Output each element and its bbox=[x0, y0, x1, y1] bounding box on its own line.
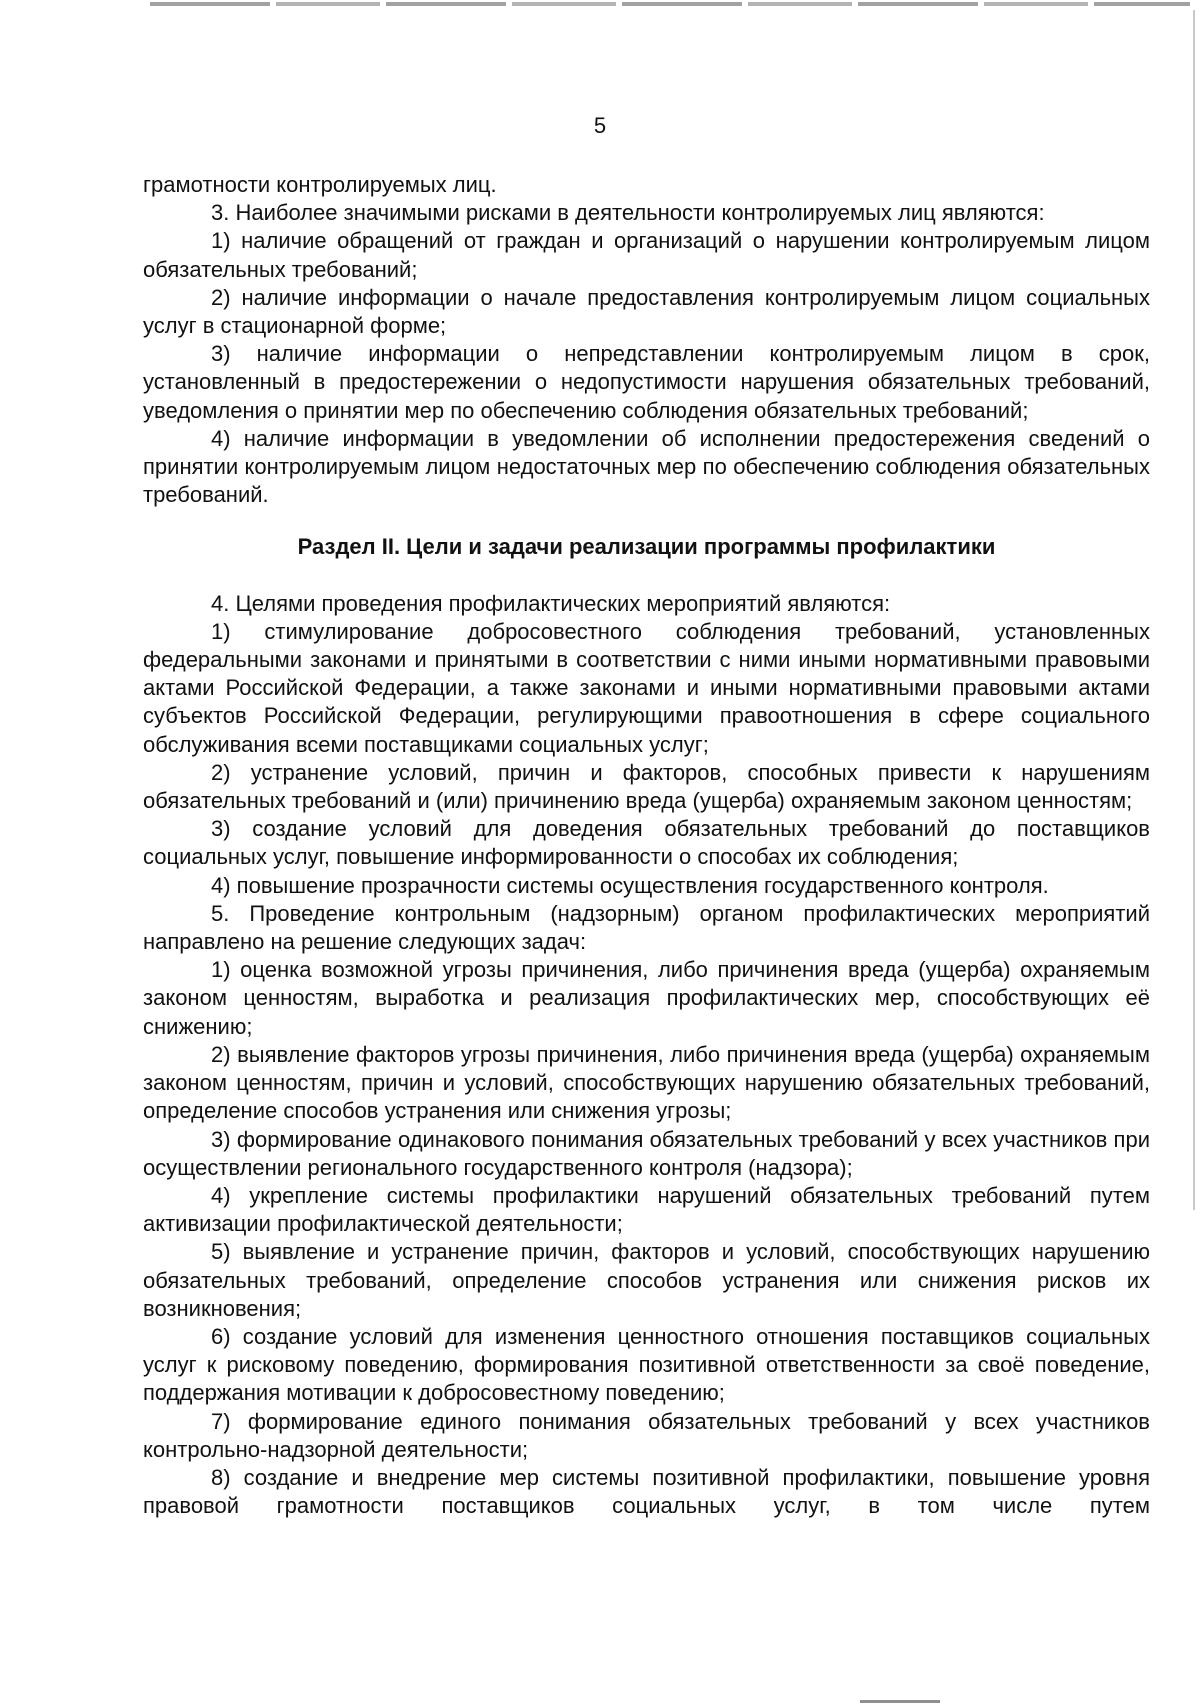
page-number: 5 bbox=[593, 113, 607, 138]
paragraph: 7) формирование единого понимания обязательных требований у всех участников контрольно-надзорной деятельности; bbox=[143, 1408, 1150, 1462]
section-heading: Раздел II. Цели и задачи реализации программы профилактики bbox=[297, 534, 996, 560]
paragraph: 1) наличие обращений от граждан и организаций о нарушении контролируемым лицом обязательных требований; bbox=[143, 228, 1150, 282]
paragraph: 4) повышение прозрачности системы осуществления государственного контроля. bbox=[211, 872, 1049, 898]
scan-edge-top bbox=[150, 2, 1190, 6]
paragraph: 5. Проведение контрольным (надзорным) органом профилактических мероприятий направлено на решение следующих задач: bbox=[143, 900, 1150, 955]
paragraph: 4) укрепление системы профилактики нарушений обязательных требований путем активизации профилактической деятельности; bbox=[143, 1182, 1150, 1237]
paragraph: 3) наличие информации о непредставлении контролируемым лицом в срок, установленный в предостережении о недопустимости нарушения обязательных требований, уведомления о принятии мер по обеспечению соблюдения обязательных требований; bbox=[143, 341, 1150, 423]
paragraph: 4. Целями проведения профилактических мероприятий являются: bbox=[211, 590, 891, 616]
paragraph: 2) устранение условий, причин и факторов, способных привести к нарушениям обязательных требований и (или) причинению вреда (ущерба) охраняемым законом ценностям; bbox=[143, 759, 1150, 814]
scan-edge-right bbox=[1193, 10, 1195, 1210]
paragraph: 1) оценка возможной угрозы причинения, либо причинения вреда (ущерба) охраняемым законом ценностям, выработка и реализация профилактических мер, способствующих её снижению; bbox=[143, 957, 1150, 1039]
paragraph: 8) создание и внедрение мер системы позитивной профилактики, повышение уровня правовой грамотности поставщиков социальных услуг, в том числе путем bbox=[143, 1464, 1150, 1519]
scan-mark-bottom bbox=[860, 1700, 940, 1703]
paragraph: 1) стимулирование добросовестного соблюдения требований, установленных федеральными законами и принятыми в соответствии с ними иными нормативными правовыми актами Российской Федерации, а также законами и иными нормативными правовыми актами субъектов Российской Федерации, регулирующими правоотношения в сфере социального обслуживания всеми поставщиками социальных услуг; bbox=[143, 618, 1150, 757]
paragraph: 5) выявление и устранение причин, факторов и условий, способствующих нарушению обязательных требований, определение способов устранения или снижения рисков их возникновения; bbox=[143, 1239, 1150, 1321]
paragraph: грамотности контролируемых лиц. bbox=[143, 172, 497, 197]
paragraph: 3. Наиболее значимыми рисками в деятельности контролируемых лиц являются: bbox=[211, 200, 1045, 226]
document-body bbox=[143, 171, 1150, 1520]
paragraph: 6) создание условий для изменения ценностного отношения поставщиков социальных услуг к рисковому поведению, формирования позитивной ответственности за своё поведение, поддержания мотивации к добросовестному поведению; bbox=[143, 1323, 1150, 1406]
paragraph: 4) наличие информации в уведомлении об исполнении предостережения сведений о принятии контролируемым лицом недостаточных мер по обеспечению соблюдения обязательных требований. bbox=[143, 425, 1150, 508]
paragraph: 3) создание условий для доведения обязательных требований до поставщиков социальных услуг, повышение информированности о способах их соблюдения; bbox=[143, 816, 1150, 870]
paragraph: 2) наличие информации о начале предоставления контролируемым лицом социальных услуг в стационарной форме; bbox=[143, 284, 1150, 339]
paragraph: 3) формирование одинакового понимания обязательных требований у всех участников при осуществлении регионального государственного контроля (надзора); bbox=[143, 1126, 1150, 1180]
paragraph: 2) выявление факторов угрозы причинения, либо причинения вреда (ущерба) охраняемым законом ценностям, причин и условий, способствующих нарушению обязательных требований, определение способов устранения или снижения угрозы; bbox=[143, 1041, 1150, 1124]
